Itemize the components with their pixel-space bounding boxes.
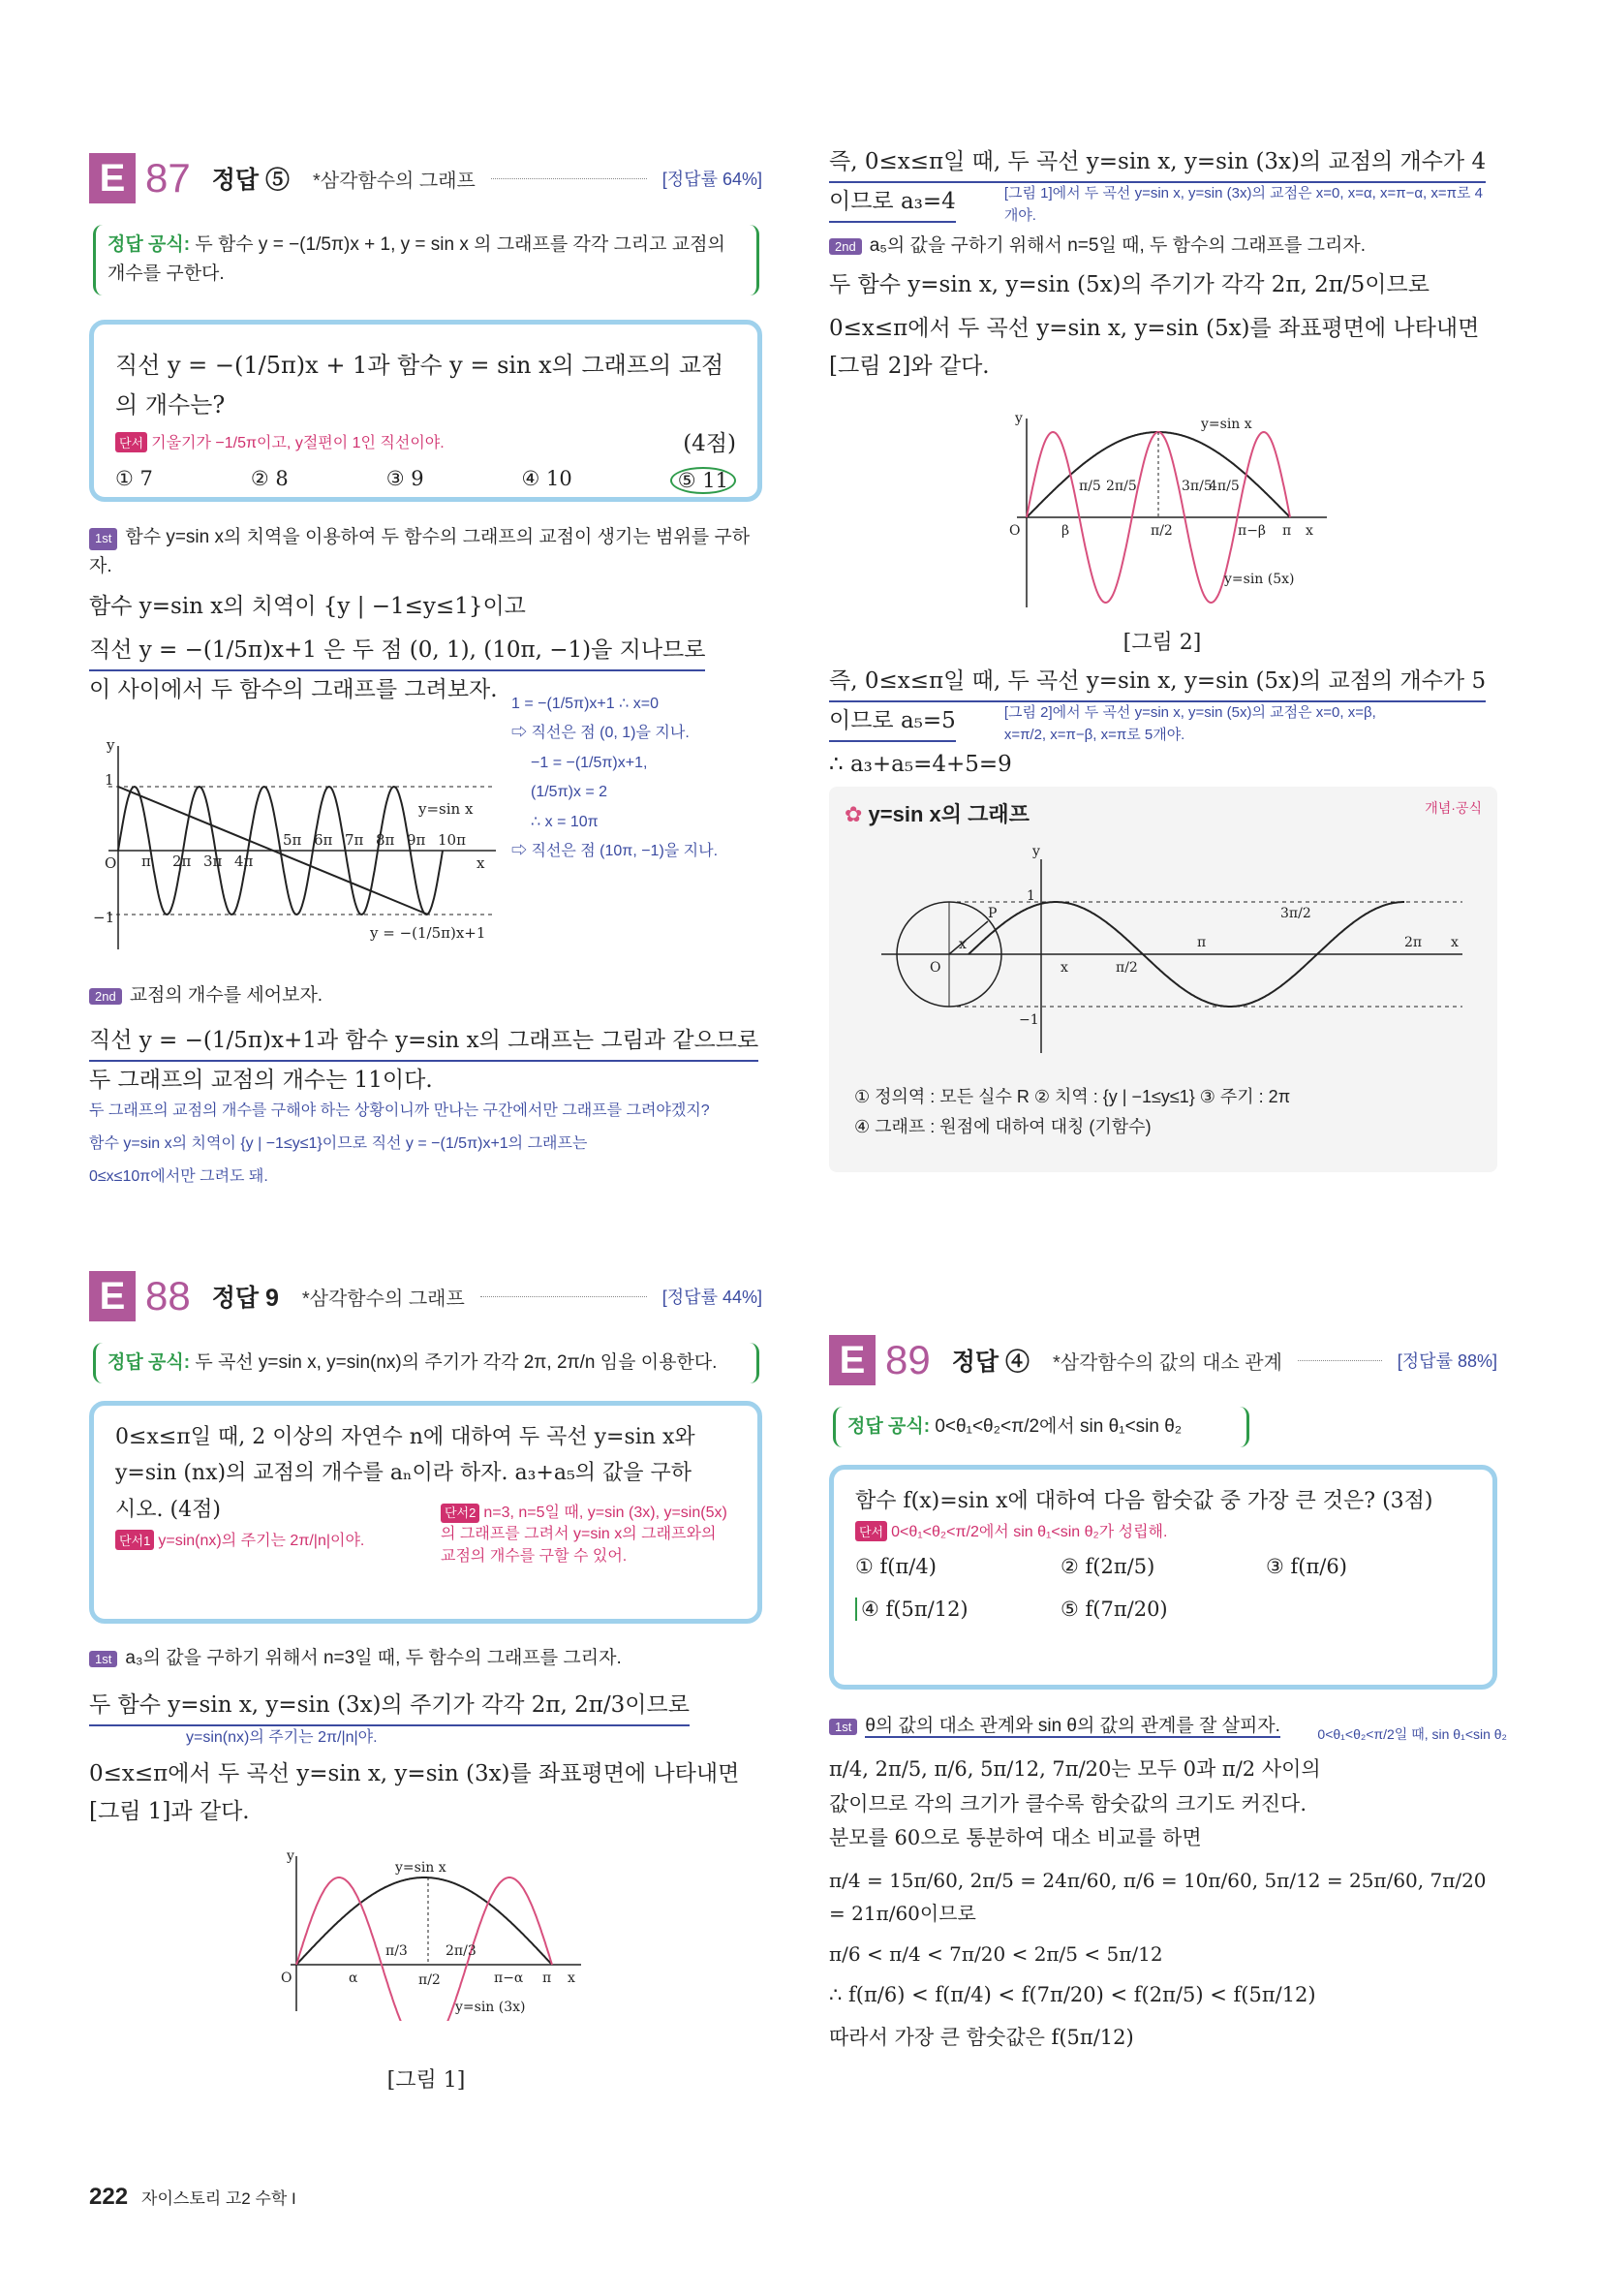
label-sin3x: y=sin (3x): [455, 2000, 526, 2015]
tick-pi2: π/2: [1116, 960, 1138, 976]
hint-text: 0<θ₁<θ₂<π/2에서 sin θ₁<sin θ₂가 성립해.: [891, 1524, 1168, 1541]
side-note: (1/5π)x = 2: [531, 784, 608, 801]
p89-header: [829, 1335, 1497, 1385]
r-line-4: 0≤x≤π에서 두 곡선 y=sin x, y=sin (5x)를 좌표평면에 나타내면: [829, 316, 1480, 342]
label-origin: O: [281, 1970, 292, 1986]
label-x: x: [1451, 935, 1459, 950]
p88-graph-1: [261, 1846, 591, 2021]
accuracy-rate: [정답률 64%]: [661, 170, 762, 189]
choice-4[interactable]: ④ f(5π/12): [855, 1598, 1061, 1621]
answer-label: 정답 ⑤: [211, 167, 290, 194]
hint-tag: 단서2: [441, 1504, 479, 1523]
hint-tag: 단서: [855, 1521, 887, 1541]
hint-tag: 단서: [115, 432, 147, 452]
figure-1-caption: [그림 1]: [386, 2068, 466, 2093]
line-2: 0≤x≤π에서 두 곡선 y=sin x, y=sin (3x)를 좌표평면에 나타내면: [89, 1761, 740, 1787]
tick-5pi: 5π: [283, 831, 302, 849]
label-line: y = −(1/5π)x+1: [370, 924, 486, 942]
dotted-leader: [1298, 1360, 1382, 1361]
choice-4[interactable]: ④ 10: [521, 466, 572, 490]
r-line-5: [그림 2]와 같다.: [829, 354, 990, 380]
figure-2-caption: [그림 2]: [1122, 631, 1202, 655]
p88-header: [89, 1271, 762, 1321]
line-2: 직선 y = −(1/5π)x+1 은 두 점 (0, 1), (10π, −1)을 지나므로: [89, 632, 705, 671]
line-7: 따라서 가장 큰 함숫값은 f(5π/12): [829, 2025, 1134, 2049]
hint-tag: 단서1: [115, 1530, 154, 1550]
right-column-mid: [829, 663, 1507, 784]
points: (4점): [683, 430, 736, 456]
formula-label: 정답 공식:: [847, 1416, 931, 1437]
p88-step1: [89, 1643, 762, 1831]
step1: [89, 1643, 762, 1669]
side-note: 1 = −(1/5π)x+1 ∴ x=0: [511, 696, 659, 712]
step-tag: 2nd: [829, 238, 862, 255]
tick-6pi: 6π: [314, 831, 333, 849]
label-neg1: −1: [93, 909, 115, 926]
step-tag: 1st: [89, 1651, 117, 1667]
line-5: 두 그래프의 교점의 개수는 11이다.: [89, 1068, 433, 1094]
p89-formula: [833, 1407, 1249, 1447]
concept-header: [829, 787, 1497, 840]
line-1: 두 함수 y=sin x, y=sin (3x)의 주기가 각각 2π, 2π/3이므로: [89, 1687, 690, 1726]
p89-question-box: [829, 1465, 1497, 1690]
line-2: 값이므로 각의 크기가 클수록 함숫값의 크기도 커진다.: [829, 1791, 1307, 1815]
tick-3pi2: 3π/2: [1280, 906, 1311, 921]
formula-text: 0<θ₁<θ₂<π/2에서 sin θ₁<sin θ₂: [935, 1416, 1183, 1437]
label-angle-x: x: [959, 937, 967, 952]
label-y: y: [287, 1848, 294, 1864]
formula-text: 두 함수 y = −(1/5π)x + 1, y = sin x 의 그래프를 각각 그리고 교점의 개수를 구한다.: [108, 234, 725, 285]
dotted-leader: [480, 1296, 647, 1297]
p88-formula: [93, 1343, 759, 1383]
step1-note: 0<θ₁<θ₂<π/2일 때, sin θ₁<sin θ₂: [1317, 1726, 1507, 1742]
hint-text: n=3, n=5일 때, y=sin (3x), y=sin(5x)의 그래프를 그려서 y=sin x의 그래프와의 교점의 개수를 구할 수 있어.: [441, 1505, 727, 1565]
tick-alpha: α: [349, 1970, 358, 1986]
question-line-2: y=sin (nx)의 교점의 개수를 aₙ이라 하자. a₃+a₅의 값을 구하: [115, 1461, 692, 1486]
choice-3[interactable]: ③ 9: [385, 466, 424, 490]
problem-number: 89: [885, 1337, 931, 1382]
dotted-leader: [491, 178, 647, 179]
step2: [89, 980, 762, 1007]
label-y: y: [107, 736, 115, 754]
sine-curve: [296, 1877, 552, 1965]
tick-7pi: 7π: [345, 831, 364, 849]
label-y: y: [1032, 844, 1040, 859]
graph-2: [998, 409, 1337, 612]
side-note: ⇨ 직선은 점 (0, 1)을 지나.: [511, 725, 690, 742]
choice-3[interactable]: ③ f(π/6): [1266, 1555, 1347, 1579]
question-line-1: 0≤x≤π일 때, 2 이상의 자연수 n에 대하여 두 곡선 y=sin x와: [115, 1425, 695, 1449]
r-line-8: ∴ a₃+a₅=4+5=9: [829, 752, 1012, 778]
tick-pi5: π/5: [1079, 479, 1101, 494]
concept-graph: [843, 840, 1482, 1063]
tick-4pi: 4π: [234, 853, 254, 870]
label-x: x: [477, 854, 485, 872]
concept-items-2: ④ 그래프 : 원점에 대하여 대칭 (기함수): [854, 1116, 1152, 1136]
concept-tag: 개념·공식: [1425, 800, 1482, 816]
tick-pi: π: [141, 853, 151, 870]
tick-2pi: 2π: [1404, 935, 1423, 950]
tick-3pi5: 3π/5: [1182, 479, 1213, 494]
topic-label: *삼각함수의 그래프: [312, 170, 476, 192]
tick-3pi: 3π: [203, 853, 223, 870]
line-4: π/4 = 15π/60, 2π/5 = 24π/60, π/6 = 10π/60, 5π/12 = 25π/60, 7π/20 = 21π/60이므로: [829, 1869, 1487, 1926]
e-badge: E: [829, 1335, 876, 1385]
tick-9pi: 9π: [407, 831, 426, 849]
hint: [115, 430, 445, 452]
tick-pi-minus-beta: π−β: [1238, 523, 1267, 539]
step-tag: 1st: [829, 1719, 857, 1735]
concept-title-text: y=sin x의 그래프: [868, 802, 1030, 826]
tick-2pi3: 2π/3: [446, 1943, 477, 1959]
label-y: y: [1015, 411, 1023, 426]
tick-pi2: π/2: [418, 1972, 441, 1988]
concept-items: [829, 1069, 1497, 1141]
answer-label: 정답 9: [211, 1285, 279, 1312]
p88-question-box: [89, 1401, 762, 1624]
topic-label: *삼각함수의 그래프: [301, 1288, 465, 1310]
formula-label: 정답 공식:: [108, 1352, 191, 1373]
book-title: 자이스토리 고2 수학 I: [141, 2189, 296, 2208]
side-note: −1 = −(1/5π)x+1,: [531, 754, 648, 771]
right-column-top: [829, 143, 1507, 386]
choices: [855, 1555, 1471, 1621]
choices: [115, 467, 736, 494]
tick-2pi: 2π: [172, 853, 192, 870]
hint-text: 기울기가 −1/5π이고, y절편이 1인 직선이야.: [151, 434, 445, 451]
tick-4pi5: 4π/5: [1209, 479, 1240, 494]
label-sin5x: y=sin (5x): [1224, 572, 1295, 587]
hint-2: [441, 1503, 731, 1567]
flower-icon: ✿: [845, 802, 869, 826]
p87-step2: [89, 980, 762, 1189]
tick-pi: π: [1282, 523, 1292, 539]
tick-8pi: 8π: [376, 831, 395, 849]
label-origin-circle: O: [930, 960, 941, 976]
label-origin: O: [1009, 523, 1021, 539]
side-note: ⇨ 직선은 점 (10π, −1)을 지나.: [511, 842, 719, 859]
tick-pi: π: [1197, 935, 1207, 950]
r-line-7: 이므로 a₅=5: [829, 702, 956, 742]
problem-number: 87: [145, 155, 191, 201]
step-text: a₃의 값을 구하기 위해서 n=3일 때, 두 함수의 그래프를 그리자.: [125, 1648, 622, 1668]
concept-title: [845, 798, 1030, 828]
p87-graph: [89, 736, 506, 959]
label-1: 1: [1027, 888, 1035, 904]
tick-pi: π: [542, 1970, 552, 1986]
step-text: 함수 y=sin x의 치역을 이용하여 두 함수의 그래프의 교점이 생기는 범위를 구하자.: [89, 527, 751, 577]
tick-pi3: π/3: [385, 1943, 408, 1959]
step-tag: 1st: [89, 528, 117, 550]
r-line-6: 즉, 0≤x≤π일 때, 두 곡선 y=sin x, y=sin (5x)의 교점의 개수가 5: [829, 663, 1486, 702]
line-5: π/6 < π/4 < 7π/20 < 2π/5 < 5π/12: [829, 1942, 1163, 1967]
p89-solution: [829, 1711, 1507, 2055]
tick-10pi: 10π: [438, 831, 466, 849]
p87-formula: [93, 225, 759, 295]
r-line-2: 이므로 a₃=4: [829, 183, 956, 223]
choice-1[interactable]: ① 7: [115, 466, 153, 490]
step-text: 교점의 개수를 세어보자.: [129, 985, 323, 1006]
line-6: ∴ f(π/6) < f(π/4) < f(7π/20) < f(2π/5) < f(5π/12): [829, 1983, 1316, 2007]
label-x: x: [1306, 523, 1313, 539]
formula-label: 정답 공식:: [108, 234, 191, 255]
step1: [829, 1711, 1280, 1737]
step1-row: [829, 1711, 1507, 1745]
label-neg1: −1: [1019, 1012, 1039, 1028]
note-2: 함수 y=sin x의 치역이 {y | −1≤y≤1}이므로 직선 y = −(1/5π)x+1의 그래프는: [89, 1135, 588, 1153]
label-origin: O: [105, 854, 117, 872]
tick-x: x: [1061, 960, 1068, 976]
note-3: 0≤x≤10π에서만 그려도 돼.: [89, 1168, 268, 1186]
p87-step1: [89, 523, 762, 709]
page-number: 222: [89, 2184, 129, 2210]
radius-op: [949, 921, 988, 954]
label-x: x: [568, 1970, 575, 1986]
label-sinx: y=sin x: [418, 800, 474, 818]
note-1: 두 그래프의 교점의 개수를 구해야 하는 상황이니까 만나는 구간에서만 그래프를 그려야겠지?: [89, 1102, 710, 1120]
tick-beta: β: [1061, 523, 1070, 539]
topic-label: *삼각함수의 값의 대소 관계: [1052, 1351, 1282, 1374]
step-text: θ의 값의 대소 관계와 sin θ의 값의 관계를 잘 살피자.: [865, 1716, 1280, 1736]
choice-2[interactable]: ② f(2π/5): [1061, 1555, 1155, 1579]
r-note-2: [그림 1]에서 두 곡선 y=sin x, y=sin (3x)의 교점은 x=0, x=α, x=π−α, x=π로 4개야.: [1003, 185, 1483, 224]
step-tag: 2nd: [89, 988, 122, 1005]
question-text: 직선 y = −(1/5π)x + 1과 함수 y = sin x의 그래프의 교점의 개수는?: [115, 352, 724, 419]
concept-items-1: ① 정의역 : 모든 실수 R ② 치역 : {y | −1≤y≤1} ③ 주기 : 2π: [854, 1087, 1291, 1106]
p87-side-notes: [511, 690, 753, 866]
e-badge: E: [89, 153, 136, 203]
choice-1[interactable]: ① f(π/4): [855, 1555, 937, 1579]
choice-2[interactable]: ② 8: [250, 466, 289, 490]
step1: [89, 523, 762, 582]
line-1: 함수 y=sin x의 치역이 {y | −1≤y≤1}이고: [89, 593, 526, 619]
p87-question-box: [89, 320, 762, 502]
page-footer: [89, 2184, 296, 2211]
r-note-7: [그림 2]에서 두 곡선 y=sin x, y=sin (5x)의 교점은 x=0, x=β, x=π/2, x=π−β, x=π로 5개야.: [1003, 704, 1376, 743]
label-p: P: [988, 906, 998, 921]
tick-pi-minus-alpha: π−α: [494, 1970, 524, 1986]
concept-box: [829, 787, 1497, 1172]
line-3: 분모를 60으로 통분하여 대소 비교를 하면: [829, 1826, 1202, 1850]
note-1: y=sin(nx)의 주기는 2π/|n|야.: [186, 1729, 378, 1747]
r-line-3: 두 함수 y=sin x, y=sin (5x)의 주기가 각각 2π, 2π/5이므로: [829, 272, 1430, 298]
line-1: π/4, 2π/5, π/6, 5π/12, 7π/20는 모두 0과 π/2 사이의: [829, 1757, 1321, 1781]
accuracy-rate: [정답률 44%]: [661, 1288, 762, 1307]
tick-2pi5: 2π/5: [1106, 479, 1137, 494]
label-1: 1: [105, 771, 114, 789]
line-4: 직선 y = −(1/5π)x+1과 함수 y=sin x의 그래프는 그림과 같으므로: [89, 1022, 758, 1062]
label-sinx: y=sin x: [395, 1860, 446, 1876]
side-note: ∴ x = 10π: [531, 813, 599, 830]
formula-text: 두 곡선 y=sin x, y=sin(nx)의 주기가 각각 2π, 2π/n 임을 이용한다.: [195, 1352, 718, 1373]
e-badge: E: [89, 1271, 136, 1321]
r-line-1: 즉, 0≤x≤π일 때, 두 곡선 y=sin x, y=sin (3x)의 교점의 개수가 4: [829, 143, 1486, 183]
hint: [855, 1519, 1471, 1541]
answer-label: 정답 ④: [951, 1349, 1030, 1376]
line-3: [그림 1]과 같다.: [89, 1799, 250, 1825]
step2: [829, 231, 1507, 257]
question-text: 함수 f(x)=sin x에 대하여 다음 함숫값 중 가장 큰 것은? (3점): [855, 1489, 1433, 1513]
question-line-3: 시오. (4점): [115, 1497, 221, 1522]
p87-header: [89, 153, 762, 203]
hint-text: y=sin(nx)의 주기는 2π/|n|이야.: [158, 1533, 365, 1550]
problem-number: 88: [145, 1273, 191, 1319]
tick-pi2: π/2: [1151, 523, 1173, 539]
choice-5[interactable]: ⑤ f(7π/20): [1061, 1598, 1168, 1622]
line-3: 이 사이에서 두 함수의 그래프를 그려보자.: [89, 676, 498, 702]
choice-5[interactable]: ⑤ 11: [670, 467, 736, 494]
step-text: a₅의 값을 구하기 위해서 n=5일 때, 두 함수의 그래프를 그리자.: [869, 235, 1367, 257]
accuracy-rate: [정답률 88%]: [1397, 1351, 1497, 1371]
label-sinx: y=sin x: [1201, 417, 1252, 432]
